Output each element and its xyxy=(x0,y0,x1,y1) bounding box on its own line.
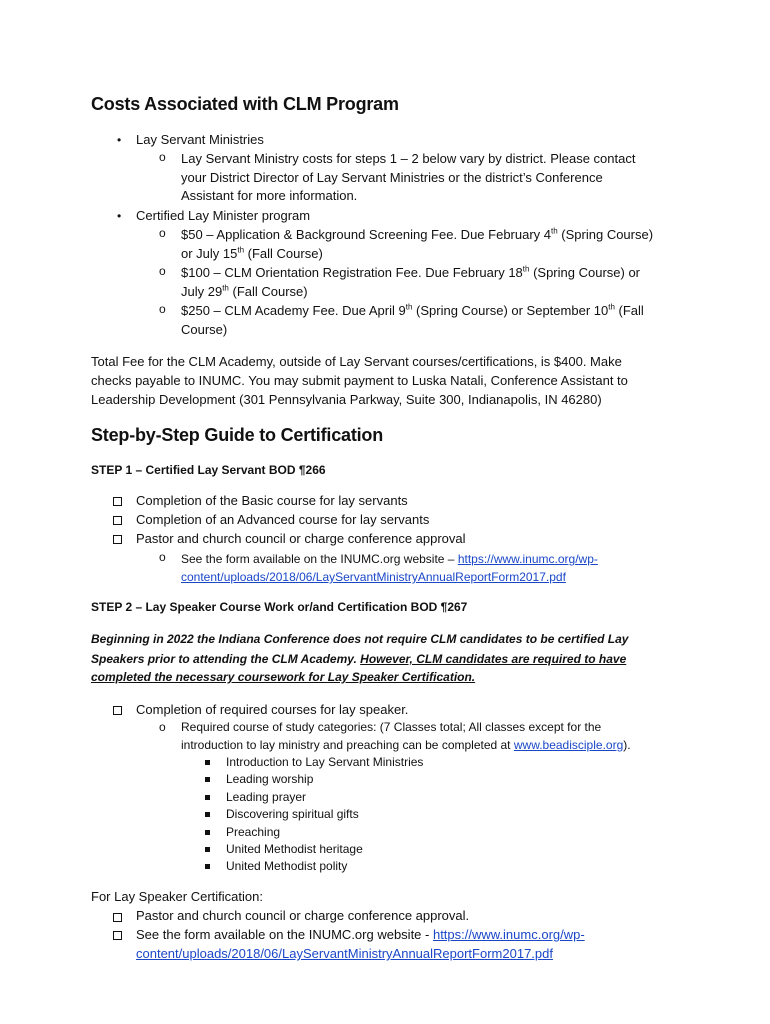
circle-bullet-icon: o xyxy=(159,302,166,316)
square-bullet-icon xyxy=(205,847,210,852)
course-item: Preaching xyxy=(226,825,281,839)
circle-bullet-icon: o xyxy=(159,550,166,564)
required-line-2: introduction to lay ministry and preaching can be completed at www.beadisciple.org). xyxy=(181,738,631,752)
square-bullet-icon xyxy=(205,864,210,869)
checkbox-icon xyxy=(113,535,122,544)
notice-line-1: Beginning in 2022 the Indiana Conference does not require CLM candidates to be certified Lay xyxy=(91,632,629,646)
circle-bullet-icon: o xyxy=(159,226,166,240)
square-bullet-icon xyxy=(205,777,210,782)
fee-50-line-1: $50 – Application & Background Screening Fee. Due February 4th (Spring Course) xyxy=(181,226,654,242)
circle-bullet-icon: o xyxy=(159,720,166,734)
bullet-icon: • xyxy=(117,133,122,147)
total-fee-line-2: checks payable to INUMC. You may submit payment to Luska Natali, Conference Assistant to xyxy=(91,373,628,388)
for-lay-speaker-heading: For Lay Speaker Certification: xyxy=(91,889,263,904)
final-form-line-2 xyxy=(136,945,553,964)
circle-bullet-icon: o xyxy=(159,150,166,164)
lay-servant-ministries-item: Lay Servant Ministries xyxy=(136,132,264,147)
step1-form-line-2 xyxy=(181,568,566,587)
course-item: Leading prayer xyxy=(226,790,307,804)
notice-line-2: Speakers prior to attending the CLM Academy. However, CLM candidates are required to have xyxy=(91,652,627,666)
fee-250-line-1: $250 – CLM Academy Fee. Due April 9th (Spring Course) or September 10th (Fall xyxy=(181,302,644,318)
required-line-1: Required course of study categories: (7 Classes total; All classes except for the xyxy=(181,720,602,734)
total-fee-line-1: Total Fee for the CLM Academy, outside of Lay Servant courses/certifications, is $400. Make xyxy=(91,354,622,369)
checkbox-icon xyxy=(113,913,122,922)
notice-line-3: completed the necessary coursework for Lay Speaker Certification. xyxy=(91,670,476,684)
checkbox-icon xyxy=(113,706,122,715)
checkbox-icon xyxy=(113,497,122,506)
total-fee-line-3: Leadership Development (301 Pennsylvania Parkway, Suite 300, Indianapolis, IN 46280) xyxy=(91,392,602,407)
course-item: United Methodist heritage xyxy=(226,842,363,856)
step1-form-line-1: See the form available on the INUMC.org website – https://www.inumc.org/wp- xyxy=(181,552,598,566)
step1-basic-course: Completion of the Basic course for lay servants xyxy=(136,493,408,508)
beadisciple-link[interactable]: www.beadisciple.org xyxy=(513,738,624,752)
completion-item: Completion of required courses for lay speaker. xyxy=(136,702,409,717)
step2-heading: STEP 2 – Lay Speaker Course Work or/and Certification BOD ¶267 xyxy=(91,600,468,614)
course-item: United Methodist polity xyxy=(226,859,348,873)
square-bullet-icon xyxy=(205,760,210,765)
circle-bullet-icon: o xyxy=(159,264,166,278)
fee-50-line-2: or July 15th (Fall Course) xyxy=(181,245,323,261)
form-link[interactable]: https://www.inumc.org/wp- xyxy=(432,927,585,942)
fee-100-line-1: $100 – CLM Orientation Registration Fee. Due February 18th (Spring Course) or xyxy=(181,264,641,280)
square-bullet-icon xyxy=(205,795,210,800)
fee-100-line-2: July 29th (Fall Course) xyxy=(181,283,308,299)
course-item: Discovering spiritual gifts xyxy=(226,807,359,821)
bullet-icon: • xyxy=(117,209,122,223)
step1-approval: Pastor and church council or charge conference approval xyxy=(136,531,466,546)
form-link[interactable]: content/uploads/2018/06/LayServantMinistryAnnualReportForm2017.pdf xyxy=(181,570,566,584)
final-form-line-1: See the form available on the INUMC.org website - https://www.inumc.org/wp- xyxy=(136,927,585,942)
costs-heading: Costs Associated with CLM Program xyxy=(91,94,399,114)
final-approval-item: Pastor and church council or charge conference approval. xyxy=(136,908,470,923)
guide-heading: Step-by-Step Guide to Certification xyxy=(91,425,384,445)
step1-heading: STEP 1 – Certified Lay Servant BOD ¶266 xyxy=(91,463,326,477)
form-link[interactable]: content/uploads/2018/06/LayServantMinistryAnnualReportForm2017.pdf xyxy=(136,946,553,961)
lsm-cost-line-2: your District Director of Lay Servant Ministries or the district’s Conference xyxy=(181,170,603,185)
square-bullet-icon xyxy=(205,830,210,835)
course-item: Leading worship xyxy=(226,772,314,786)
step1-advanced-course: Completion of an Advanced course for lay servants xyxy=(136,512,430,527)
square-bullet-icon xyxy=(205,812,210,817)
course-item: Introduction to Lay Servant Ministries xyxy=(226,755,424,769)
checkbox-icon xyxy=(113,516,122,525)
form-link[interactable]: https://www.inumc.org/wp- xyxy=(457,552,598,566)
lsm-cost-line-3: Assistant for more information. xyxy=(181,188,358,203)
checkbox-icon xyxy=(113,931,122,940)
lsm-cost-line-1: Lay Servant Ministry costs for steps 1 – 2 below vary by district. Please contact xyxy=(181,151,636,166)
fee-250-line-2: Course) xyxy=(181,322,228,337)
clm-program-item: Certified Lay Minister program xyxy=(136,208,311,223)
